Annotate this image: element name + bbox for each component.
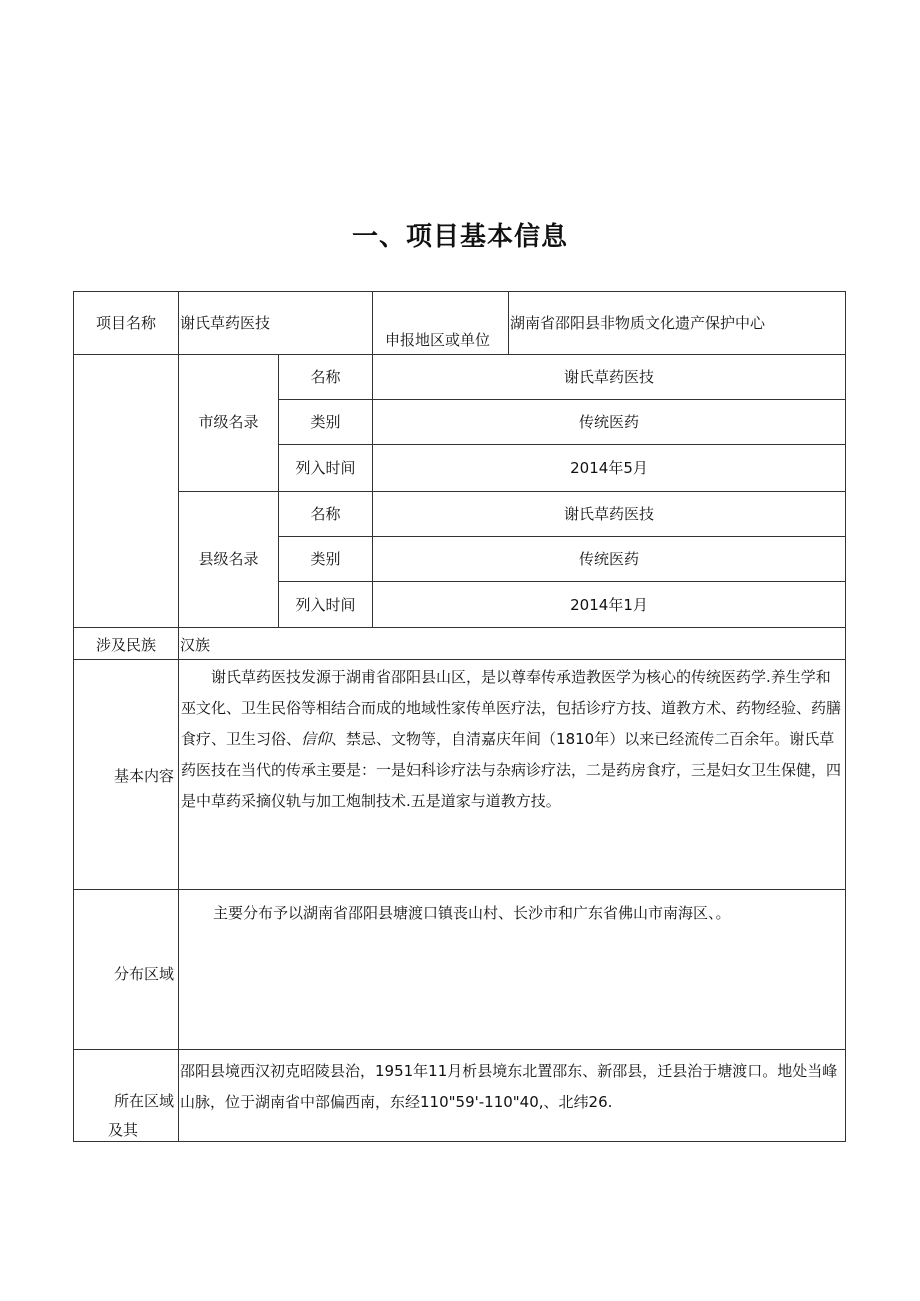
location-text: 邵阳县境西汉初克昭陵县治，1951年11月析县境东北置邵东、新邵县，迁县治于塘渡口。地处当峰山脉，位于湖南省中部偏西南，东经110"59'-110"40,、北纬26.: [180, 1062, 838, 1111]
city-type-value: 传统医药: [578, 413, 639, 431]
project-name-label: 项目名称: [95, 314, 156, 332]
county-name-value: 谢氏草药医技: [563, 505, 654, 523]
applicant-unit-label: 申报地区或单位: [385, 331, 491, 349]
county-type-value: 传统医药: [578, 550, 639, 568]
location-label-line1: 所在区域: [113, 1092, 174, 1110]
ethnic-label: 涉及民族: [95, 636, 156, 654]
page-title: 一、项目基本信息: [351, 222, 568, 252]
location-label-line2: 及其: [108, 1121, 139, 1139]
basic-content-text: 谢氏草药医技发源于湖甫省邵阳县山区，是以尊奉传承造教医学为核心的传统医药学.养生学和巫文化、卫生民俗等相结合而成的地域性家传单医疗法，包括诊疗方技、道教方术、药物经验、药膳食疗、卫生习俗、信仰、禁忌、文物等，自清嘉庆年间（1810年）以来已经流传二百余年。谢氏草药医技在当代的传承主要是：一是妇科诊疗法与杂病诊疗法，二是药房食疗，三是妇女卫生保健，四是中草药采摘仪轨与加工炮制技术.五是道家与道教方技。: [181, 668, 842, 810]
basic-content-label: 基本内容: [113, 767, 174, 785]
applicant-unit-value: 湖南省邵阳县非物质文化遗产保护中心: [510, 314, 766, 332]
ethnic-value: 汉族: [180, 636, 211, 654]
county-list-label: 县级名录: [198, 550, 259, 568]
city-name-label: 名称: [310, 368, 341, 386]
city-date-label: 列入时间: [295, 459, 356, 477]
project-name-value: 谢氏草药医技: [180, 314, 271, 332]
county-date-value: 2014年1月: [570, 596, 648, 614]
city-date-value: 2014年5月: [570, 459, 648, 477]
city-name-value: 谢氏草药医技: [563, 368, 654, 386]
city-list-label: 市级名录: [198, 413, 259, 431]
distribution-text: 主要分布予以湖南省邵阳县塘渡口镇丧山村、长沙市和广东省佛山市南海区、。: [213, 904, 731, 922]
city-type-label: 类别: [310, 413, 341, 431]
distribution-label: 分布区域: [113, 965, 174, 983]
county-name-label: 名称: [310, 505, 341, 523]
county-type-label: 类别: [310, 550, 341, 568]
county-date-label: 列入时间: [295, 596, 356, 614]
